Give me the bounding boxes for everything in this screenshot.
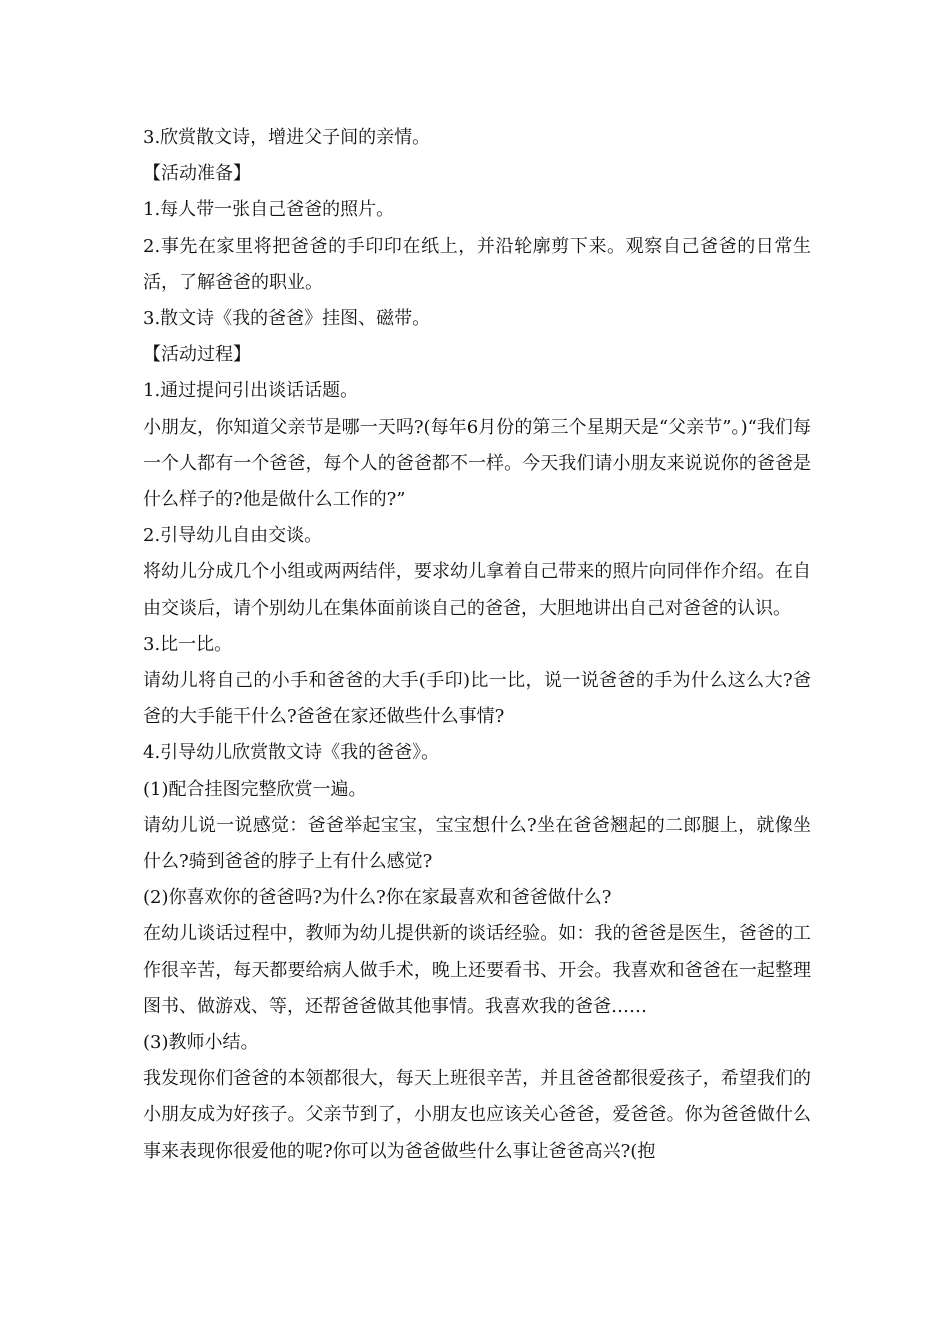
process-step-4-sub-2: (2)你喜欢你的爸爸吗?为什么?你在家最喜欢和爸爸做什么? xyxy=(143,887,612,909)
section-heading-process: 【活动过程】 xyxy=(143,344,251,366)
process-step-4-sub-3: (3)教师小结。 xyxy=(143,1032,259,1054)
process-step-4: 4.引导幼儿欣赏散文诗《我的爸爸》。 xyxy=(143,742,440,764)
objective-3: 3.欣赏散文诗，增进父子间的亲情。 xyxy=(143,127,431,148)
preparation-2: 2.事先在家里将把爸爸的手印印在纸上，并沿轮廓剪下来。观察自己爸爸的日常生活，了解爸爸的职业。 xyxy=(143,235,811,293)
process-step-1: 1.通过提问引出谈话话题。 xyxy=(143,380,359,402)
preparation-3: 3.散文诗《我的爸爸》挂图、磁带。 xyxy=(143,308,431,330)
process-step-4-sub-1-body: 请幼儿说一说感觉：爸爸举起宝宝，宝宝想什么?坐在爸爸翘起的二郎腿上，就像坐什么?骑到爸爸的脖子上有什么感觉? xyxy=(143,814,811,873)
process-step-2-body: 将幼儿分成几个小组或两两结伴，要求幼儿拿着自己带来的照片向同伴作介绍。在自由交谈后，请个别幼儿在集体面前谈自己的爸爸，大胆地讲出自己对爸爸的认识。 xyxy=(143,561,811,619)
process-step-2: 2.引导幼儿自由交谈。 xyxy=(143,525,323,547)
process-step-3-body: 请幼儿将自己的小手和爸爸的大手(手印)比一比，说一说爸爸的手为什么这么大?爸爸的大手能干什么?爸爸在家还做些什么事情? xyxy=(143,670,811,728)
document-page xyxy=(143,120,811,1170)
process-step-4-sub-2-body: 在幼儿谈话过程中，教师为幼儿提供新的谈话经验。如：我的爸爸是医生，爸爸的工作很辛苦，每天都要给病人做手术，晚上还要看书、开会。我喜欢和爸爸在一起整理图书、做游戏、等，还帮爸爸做其他事情。我喜欢我的爸爸…… xyxy=(143,923,811,1017)
process-step-4-sub-3-body: 我发现你们爸爸的本领都很大，每天上班很辛苦，并且爸爸都很爱孩子，希望我们的小朋友成为好孩子。父亲节到了，小朋友也应该关心爸爸，爱爸爸。你为爸爸做什么事来表现你很爱他的呢?你可以为爸爸做些什么事让爸爸高兴?(抱 xyxy=(143,1068,811,1162)
section-heading-preparation: 【活动准备】 xyxy=(143,163,251,185)
preparation-1: 1.每人带一张自己爸爸的照片。 xyxy=(143,199,395,221)
process-step-4-sub-1: (1)配合挂图完整欣赏一遍。 xyxy=(143,778,367,800)
process-step-1-body: 小朋友，你知道父亲节是哪一天吗?(每年6月份的第三个星期天是“父亲节”。)“我们每一个人都有一个爸爸，每个人的爸爸都不一样。今天我们请小朋友来说说你的爸爸是什么样子的?他是做什么工作的?” xyxy=(143,416,811,511)
process-step-3: 3.比一比。 xyxy=(143,633,233,655)
